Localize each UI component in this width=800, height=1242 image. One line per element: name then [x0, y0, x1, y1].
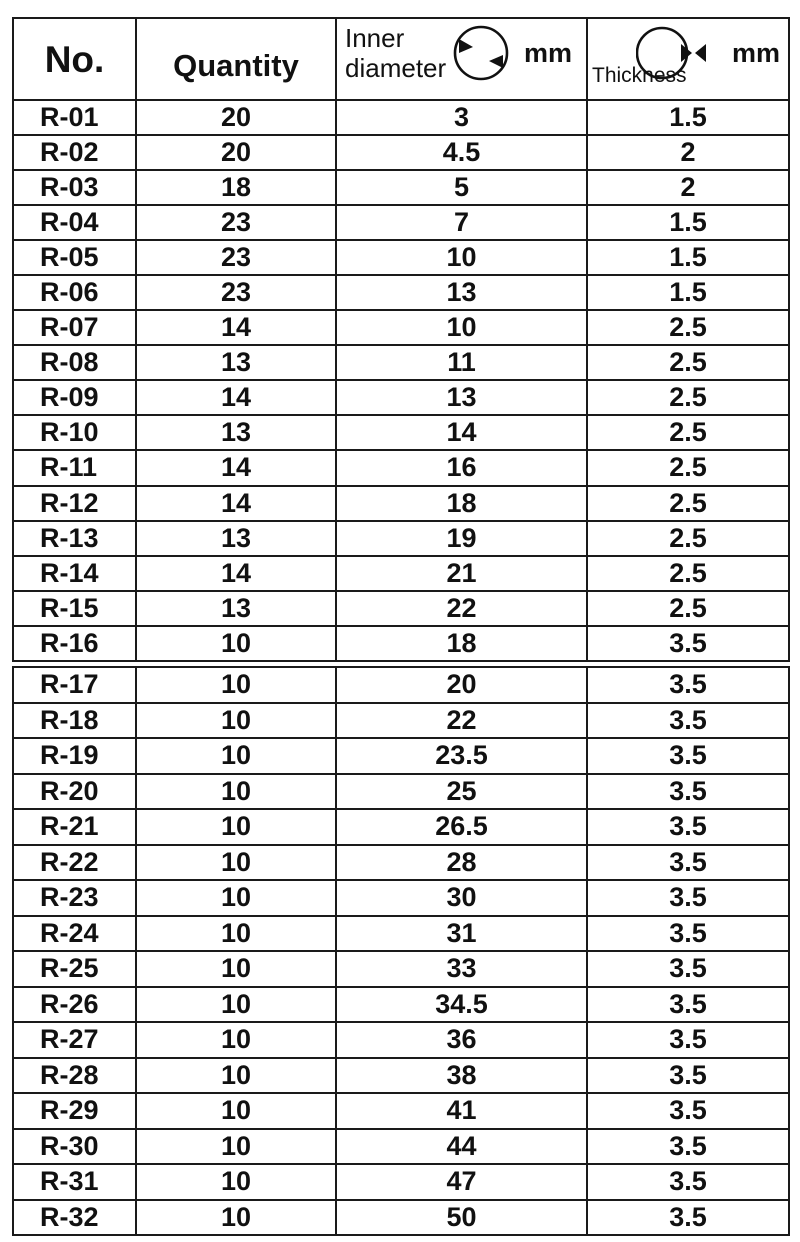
cell-qty: 10	[136, 1129, 336, 1165]
cell-thickness: 1.5	[587, 205, 789, 240]
cell-thickness: 3.5	[587, 809, 789, 845]
cell-thickness: 1.5	[587, 100, 789, 135]
cell-qty: 10	[136, 1022, 336, 1058]
header-thickness-unit: mm	[731, 38, 780, 68]
cell-no: R-12	[13, 486, 136, 521]
cell-qty: 10	[136, 626, 336, 661]
cell-qty: 10	[136, 809, 336, 845]
cell-qty: 14	[136, 380, 336, 415]
cell-qty: 13	[136, 345, 336, 380]
header-thickness	[587, 18, 789, 100]
cell-inner: 18	[336, 626, 587, 661]
cell-no: R-32	[13, 1200, 136, 1236]
table-row	[13, 1164, 789, 1200]
cell-inner: 3	[336, 100, 587, 135]
cell-qty: 18	[136, 170, 336, 205]
cell-no: R-27	[13, 1022, 136, 1058]
cell-inner: 30	[336, 880, 587, 916]
table-row	[13, 1200, 789, 1236]
table-row	[13, 1022, 789, 1058]
cell-no: R-20	[13, 774, 136, 810]
cell-thickness: 2.5	[587, 450, 789, 485]
cell-inner: 28	[336, 845, 587, 881]
cell-inner: 22	[336, 703, 587, 739]
cell-thickness: 1.5	[587, 275, 789, 310]
cell-no: R-13	[13, 521, 136, 556]
cell-inner: 10	[336, 310, 587, 345]
cell-no: R-07	[13, 310, 136, 345]
table-row	[13, 809, 789, 845]
cell-qty: 14	[136, 486, 336, 521]
cell-thickness: 1.5	[587, 240, 789, 275]
cell-thickness: 3.5	[587, 987, 789, 1023]
table-row	[13, 774, 789, 810]
cell-thickness: 2.5	[587, 486, 789, 521]
table-row	[13, 521, 789, 556]
cell-thickness: 3.5	[587, 667, 789, 703]
cell-no: R-31	[13, 1164, 136, 1200]
cell-no: R-26	[13, 987, 136, 1023]
cell-thickness: 3.5	[587, 774, 789, 810]
cell-no: R-03	[13, 170, 136, 205]
cell-thickness: 3.5	[587, 916, 789, 952]
cell-thickness: 3.5	[587, 1022, 789, 1058]
cell-qty: 10	[136, 987, 336, 1023]
cell-inner: 31	[336, 916, 587, 952]
cell-inner: 11	[336, 345, 587, 380]
table-row	[13, 703, 789, 739]
cell-no: R-23	[13, 880, 136, 916]
header-quantity: Quantity	[136, 18, 336, 100]
cell-thickness: 3.5	[587, 951, 789, 987]
table-row	[13, 1058, 789, 1094]
cell-inner: 13	[336, 275, 587, 310]
cell-qty: 14	[136, 450, 336, 485]
cell-thickness: 3.5	[587, 703, 789, 739]
table-row	[13, 951, 789, 987]
cell-thickness: 3.5	[587, 1129, 789, 1165]
cell-inner: 20	[336, 667, 587, 703]
cell-qty: 23	[136, 240, 336, 275]
cell-thickness: 3.5	[587, 845, 789, 881]
cell-no: R-01	[13, 100, 136, 135]
cell-thickness: 3.5	[587, 1058, 789, 1094]
header-inner-line2: diameter	[345, 53, 447, 83]
cell-inner: 5	[336, 170, 587, 205]
cell-thickness: 2.5	[587, 415, 789, 450]
cell-qty: 10	[136, 951, 336, 987]
cell-qty: 13	[136, 415, 336, 450]
cell-qty: 10	[136, 667, 336, 703]
cell-qty: 23	[136, 275, 336, 310]
cell-qty: 13	[136, 591, 336, 626]
cell-thickness: 2.5	[587, 310, 789, 345]
table-row	[13, 626, 789, 661]
cell-inner: 36	[336, 1022, 587, 1058]
cell-inner: 23.5	[336, 738, 587, 774]
inner-diameter-icon	[449, 23, 513, 83]
cell-thickness: 2	[587, 170, 789, 205]
table-row	[13, 1093, 789, 1129]
cell-qty: 14	[136, 556, 336, 591]
cell-qty: 10	[136, 703, 336, 739]
cell-no: R-11	[13, 450, 136, 485]
table-row	[13, 170, 789, 205]
cell-qty: 10	[136, 880, 336, 916]
table-row	[13, 486, 789, 521]
cell-qty: 10	[136, 738, 336, 774]
cell-no: R-18	[13, 703, 136, 739]
size-table-top	[12, 17, 790, 662]
cell-thickness: 3.5	[587, 1093, 789, 1129]
table-row	[13, 738, 789, 774]
cell-no: R-24	[13, 916, 136, 952]
header-row	[13, 18, 789, 100]
cell-inner: 14	[336, 415, 587, 450]
cell-qty: 10	[136, 1164, 336, 1200]
cell-thickness: 3.5	[587, 1164, 789, 1200]
table-row	[13, 880, 789, 916]
cell-inner: 22	[336, 591, 587, 626]
cell-no: R-05	[13, 240, 136, 275]
header-thickness-label: Thickness	[592, 64, 687, 87]
header-no: No.	[13, 18, 136, 100]
table-row	[13, 1129, 789, 1165]
cell-thickness: 2.5	[587, 380, 789, 415]
cell-inner: 47	[336, 1164, 587, 1200]
cell-no: R-02	[13, 135, 136, 170]
cell-inner: 7	[336, 205, 587, 240]
header-inner-line1: Inner	[345, 23, 405, 53]
cell-no: R-17	[13, 667, 136, 703]
table-row	[13, 240, 789, 275]
cell-no: R-15	[13, 591, 136, 626]
cell-qty: 14	[136, 310, 336, 345]
cell-thickness: 2.5	[587, 521, 789, 556]
cell-inner: 33	[336, 951, 587, 987]
cell-thickness: 3.5	[587, 880, 789, 916]
cell-thickness: 2.5	[587, 345, 789, 380]
cell-inner: 26.5	[336, 809, 587, 845]
cell-qty: 20	[136, 100, 336, 135]
cell-no: R-21	[13, 809, 136, 845]
header-inner-unit: mm	[523, 38, 572, 68]
table-row	[13, 275, 789, 310]
cell-no: R-22	[13, 845, 136, 881]
cell-no: R-08	[13, 345, 136, 380]
cell-inner: 38	[336, 1058, 587, 1094]
cell-no: R-04	[13, 205, 136, 240]
table-row	[13, 591, 789, 626]
cell-thickness: 2.5	[587, 591, 789, 626]
cell-qty: 10	[136, 774, 336, 810]
cell-thickness: 3.5	[587, 1200, 789, 1236]
cell-qty: 10	[136, 916, 336, 952]
cell-thickness: 3.5	[587, 626, 789, 661]
cell-no: R-14	[13, 556, 136, 591]
cell-inner: 16	[336, 450, 587, 485]
cell-no: R-09	[13, 380, 136, 415]
cell-no: R-30	[13, 1129, 136, 1165]
cell-inner: 34.5	[336, 987, 587, 1023]
table-row	[13, 380, 789, 415]
cell-inner: 4.5	[336, 135, 587, 170]
table-row	[13, 916, 789, 952]
table-row	[13, 987, 789, 1023]
cell-qty: 10	[136, 1093, 336, 1129]
table-row	[13, 556, 789, 591]
cell-inner: 41	[336, 1093, 587, 1129]
cell-inner: 44	[336, 1129, 587, 1165]
cell-no: R-16	[13, 626, 136, 661]
cell-qty: 13	[136, 521, 336, 556]
header-inner-diameter	[336, 18, 587, 100]
cell-qty: 10	[136, 1058, 336, 1094]
cell-thickness: 2	[587, 135, 789, 170]
table-row	[13, 450, 789, 485]
cell-qty: 10	[136, 845, 336, 881]
cell-inner: 21	[336, 556, 587, 591]
cell-thickness: 3.5	[587, 738, 789, 774]
cell-qty: 10	[136, 1200, 336, 1236]
table-row	[13, 345, 789, 380]
cell-inner: 18	[336, 486, 587, 521]
cell-inner: 25	[336, 774, 587, 810]
cell-inner: 13	[336, 380, 587, 415]
cell-inner: 10	[336, 240, 587, 275]
table-row	[13, 310, 789, 345]
table-row	[13, 667, 789, 703]
cell-no: R-19	[13, 738, 136, 774]
table-row	[13, 415, 789, 450]
cell-thickness: 2.5	[587, 556, 789, 591]
size-table-bottom	[12, 666, 790, 1236]
cell-no: R-28	[13, 1058, 136, 1094]
table-row	[13, 135, 789, 170]
table-row	[13, 100, 789, 135]
cell-inner: 50	[336, 1200, 587, 1236]
cell-no: R-25	[13, 951, 136, 987]
cell-qty: 20	[136, 135, 336, 170]
cell-qty: 23	[136, 205, 336, 240]
cell-no: R-06	[13, 275, 136, 310]
cell-no: R-29	[13, 1093, 136, 1129]
table-row	[13, 205, 789, 240]
cell-inner: 19	[336, 521, 587, 556]
cell-no: R-10	[13, 415, 136, 450]
table-row	[13, 845, 789, 881]
